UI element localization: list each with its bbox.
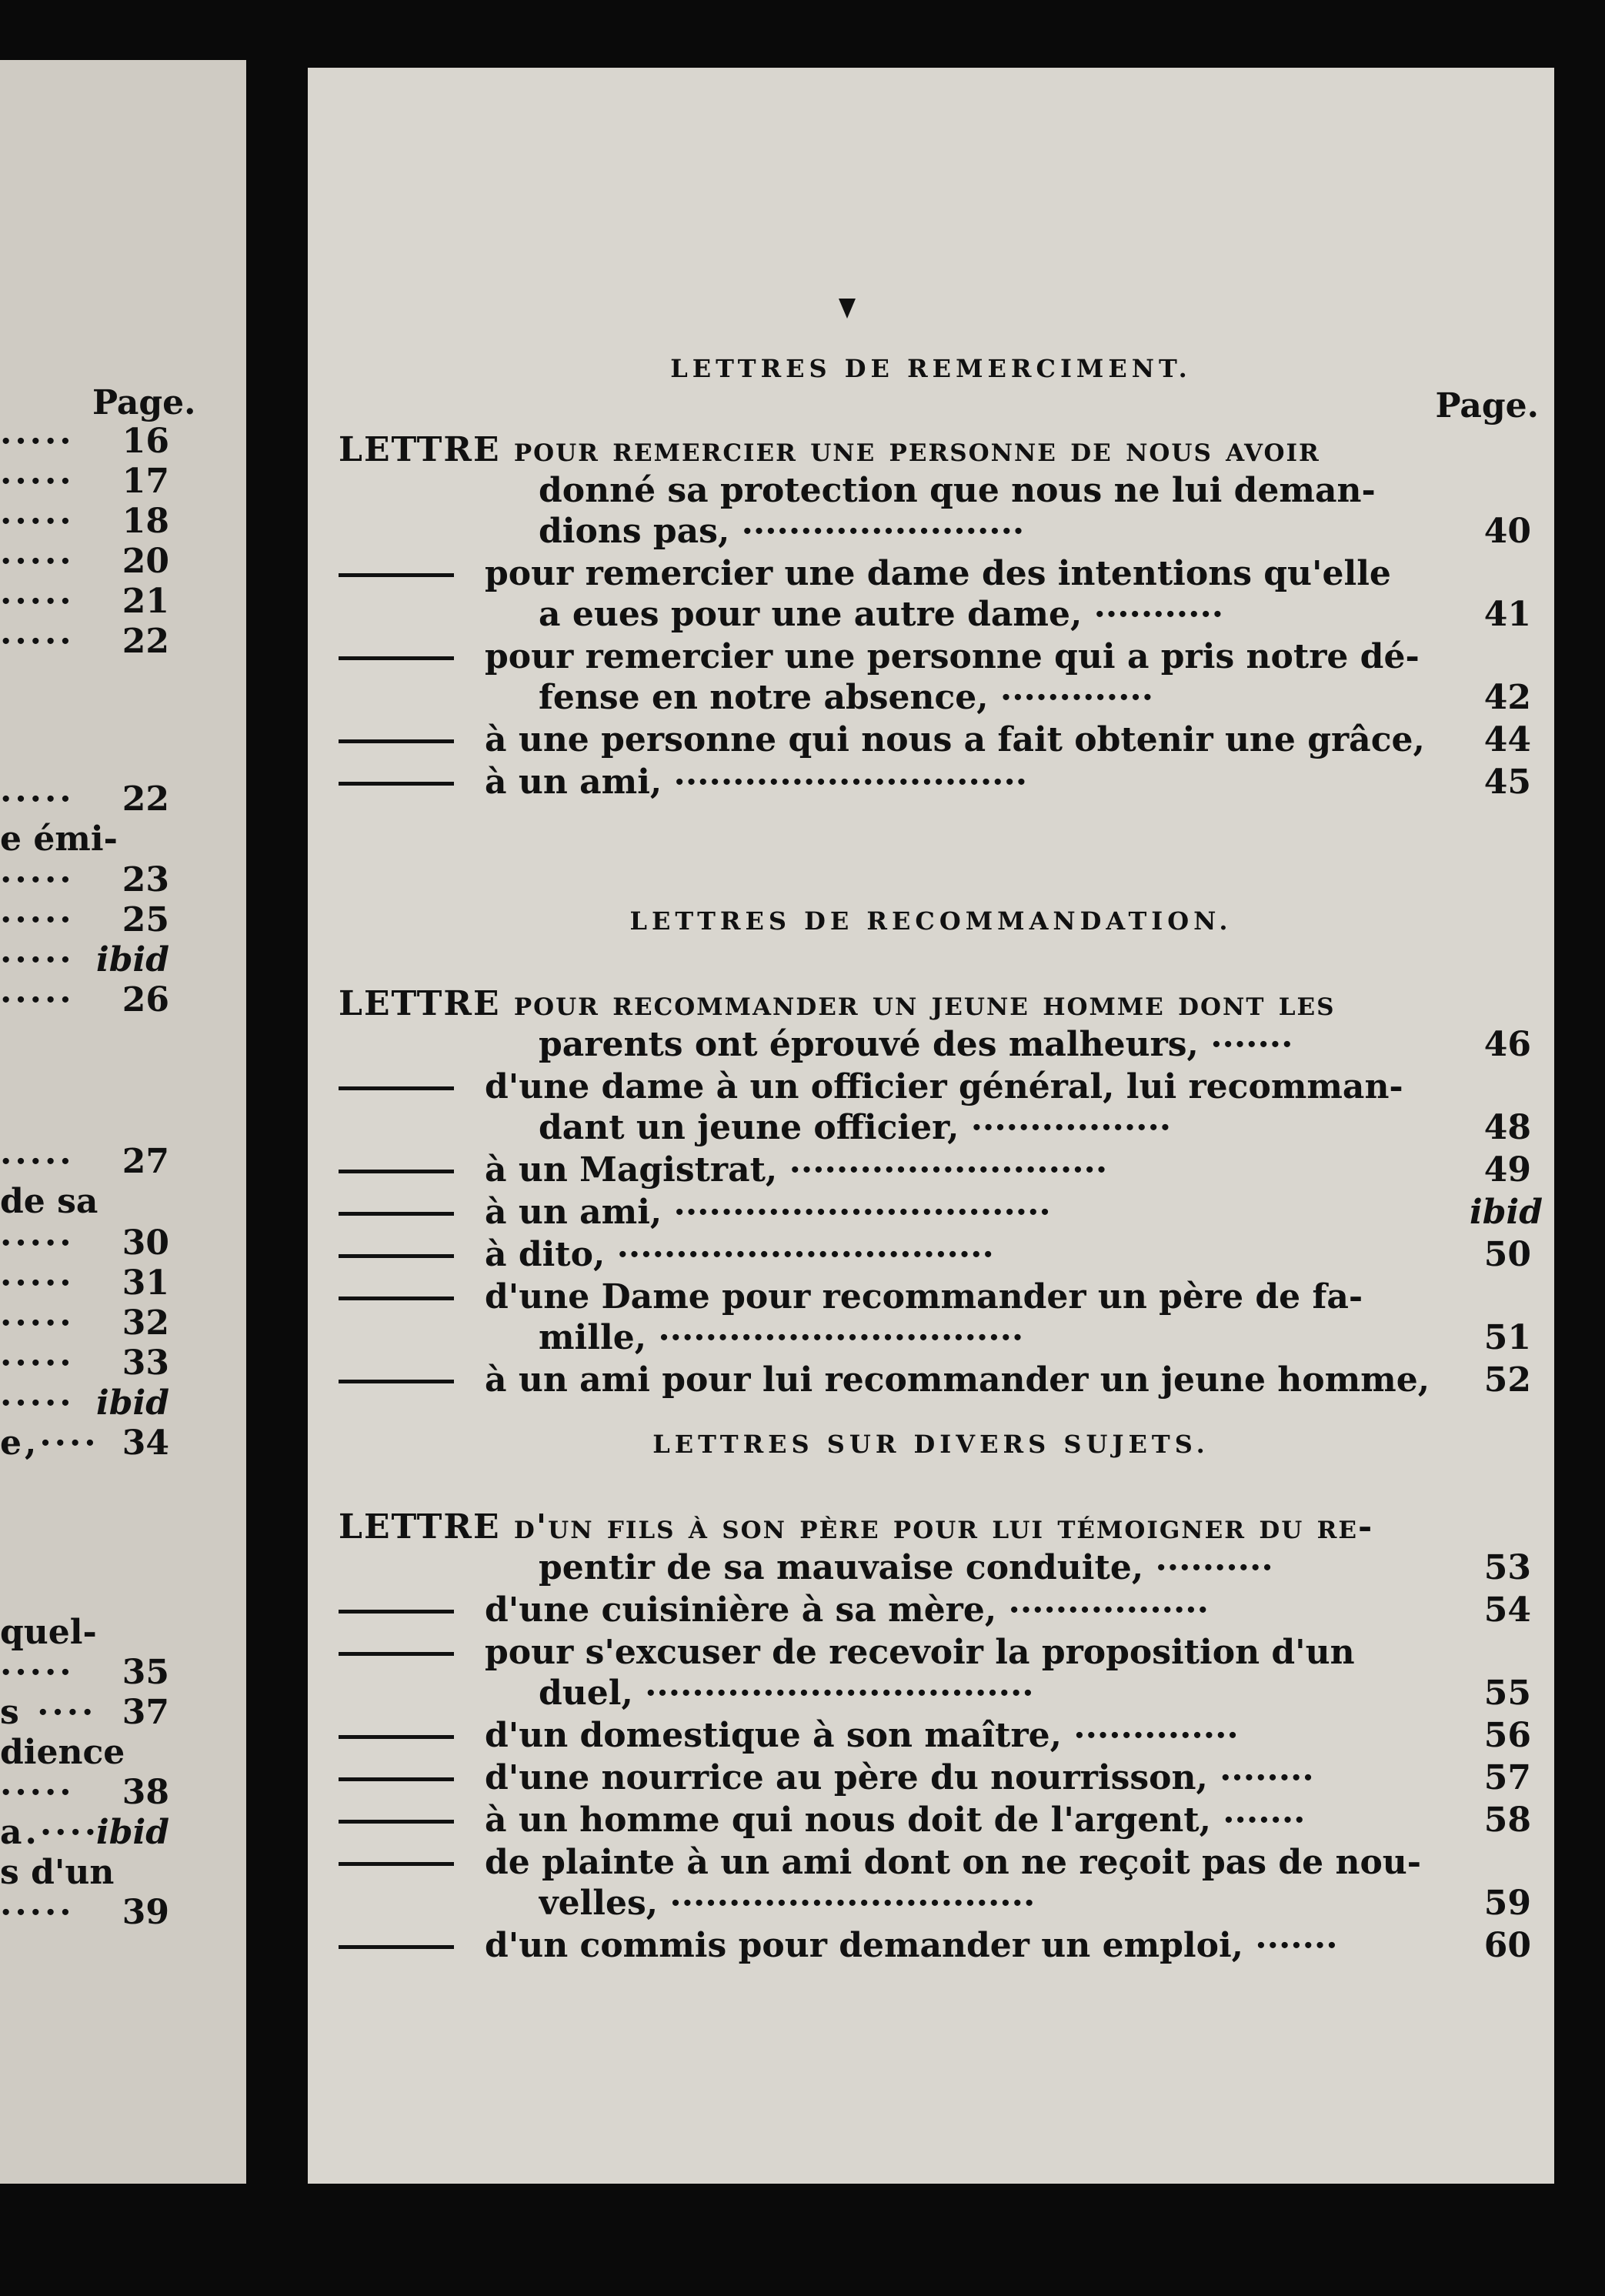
toc-entry	[308, 1150, 1554, 1190]
left-row-page-number: 37	[122, 1693, 169, 1732]
toc-page-number: 59	[1483, 1884, 1531, 1923]
left-toc-row	[0, 940, 231, 980]
toc-entry-line: parents ont éprouvé des malheurs, ·······	[539, 1025, 1293, 1064]
left-row-leader: ·····	[0, 1223, 75, 1263]
left-toc-row	[0, 542, 231, 582]
toc-entry-line: de plainte à un ami dont on ne reçoit pas de nou-	[485, 1843, 1422, 1882]
toc-entry	[308, 1066, 1554, 1148]
left-row-leader: e,····	[0, 1423, 99, 1463]
left-toc-row	[0, 622, 231, 662]
left-toc-row	[0, 900, 231, 940]
left-row-page-number: 17	[122, 462, 169, 501]
ditto-dash	[339, 1297, 454, 1300]
left-page-header: Page.	[92, 383, 196, 422]
left-toc-row	[0, 462, 231, 502]
left-row-leader: ·····	[0, 1383, 75, 1423]
toc-entry-line: d'un domestique à son maître, ··············	[485, 1716, 1239, 1755]
left-row-text: quel-	[0, 1613, 97, 1652]
left-row-leader: ·····	[0, 779, 75, 819]
toc-page-number: 50	[1483, 1235, 1531, 1274]
ditto-dash	[339, 739, 454, 743]
left-row-page-number: 18	[122, 502, 169, 541]
left-row-page-number: ibid	[96, 940, 169, 979]
toc-entry	[308, 1276, 1554, 1358]
left-page-fragment	[0, 60, 246, 2184]
ditto-dash	[339, 1862, 454, 1866]
left-row-leader: a.····	[0, 1813, 100, 1852]
left-row-text: dience	[0, 1733, 125, 1772]
toc-entry	[308, 553, 1554, 635]
left-row-page-number: 23	[122, 860, 169, 899]
left-row-page-number: 22	[122, 779, 169, 819]
left-row-page-number: ibid	[96, 1813, 169, 1852]
ditto-dash	[339, 573, 454, 577]
toc-page-number: 51	[1483, 1318, 1531, 1357]
left-toc-row	[0, 980, 231, 1020]
toc-page-number: 42	[1483, 678, 1531, 717]
ditto-dash	[339, 1735, 454, 1739]
left-row-page-number: 21	[122, 582, 169, 621]
toc-entry-line: à un homme qui nous doit de l'argent, ·······	[485, 1800, 1306, 1840]
ditto-dash	[339, 1610, 454, 1614]
left-row-leader: ·····	[0, 900, 75, 939]
left-row-leader: s ····	[0, 1693, 97, 1732]
toc-page-number: ibid	[1470, 1193, 1543, 1232]
left-row-leader: ·····	[0, 860, 75, 899]
toc-entry-line: à dito, ································	[485, 1235, 994, 1274]
left-row-leader: ·····	[0, 502, 75, 541]
toc-entry	[308, 1507, 1554, 1588]
left-toc-row	[0, 1182, 231, 1222]
left-row-leader: ·····	[0, 462, 75, 501]
toc-entry-line: d'une nourrice au père du nourrisson, ········	[485, 1758, 1314, 1797]
toc-page-number: 56	[1483, 1716, 1531, 1755]
printer-mark-icon	[839, 299, 856, 319]
left-row-text: s d'un	[0, 1853, 115, 1892]
toc-entry-line: d'une dame à un officier général, lui recomman-	[485, 1067, 1403, 1106]
toc-entry-line: dant un jeune officier, ·················	[539, 1108, 1172, 1147]
toc-page-number: 49	[1483, 1150, 1531, 1190]
toc-entry-line: donné sa protection que nous ne lui deman-	[539, 471, 1376, 510]
toc-entry	[308, 1590, 1554, 1630]
toc-page-number: 40	[1483, 512, 1531, 551]
toc-entry-line: LETTRE pour recommander un jeune homme dont les	[339, 984, 1336, 1023]
left-row-leader: ·····	[0, 1303, 75, 1343]
left-row-leader: ·····	[0, 1773, 75, 1812]
left-row-leader: ·····	[0, 980, 75, 1020]
left-row-text: de sa	[0, 1182, 98, 1221]
section-title: LETTRES DE RECOMMANDATION.	[629, 906, 1233, 936]
toc-page-number: 60	[1483, 1926, 1531, 1965]
left-toc-row	[0, 1613, 231, 1653]
left-toc-row	[0, 1733, 231, 1773]
toc-entry	[308, 762, 1554, 803]
left-row-leader: ·····	[0, 622, 75, 661]
ditto-dash	[339, 1777, 454, 1781]
toc-entry	[308, 1360, 1554, 1400]
ditto-dash	[339, 656, 454, 660]
toc-page-number: 57	[1483, 1758, 1531, 1797]
toc-entry-line: d'une Dame pour recommander un père de fa-	[485, 1277, 1363, 1317]
left-row-text: e émi-	[0, 819, 118, 859]
section-title: LETTRES DE REMERCIMENT.	[670, 354, 1192, 383]
left-toc-row	[0, 1383, 231, 1423]
toc-entry-line: dions pas, ························	[539, 512, 1025, 551]
toc-entry-line: d'un commis pour demander un emploi, ·······	[485, 1926, 1338, 1965]
toc-entry	[308, 1192, 1554, 1233]
left-toc-row	[0, 1653, 231, 1693]
toc-entry-line: duel, ·································	[539, 1674, 1034, 1713]
toc-entry-line: velles, ·······························	[539, 1884, 1036, 1923]
section-title: LETTRES SUR DIVERS SUJETS.	[652, 1430, 1210, 1459]
toc-entry-line: à un Magistrat, ···························	[485, 1150, 1108, 1190]
toc-entry	[308, 1757, 1554, 1798]
toc-entry	[308, 983, 1554, 1065]
left-row-page-number: 38	[122, 1773, 169, 1812]
left-toc-row	[0, 1263, 231, 1303]
left-toc-row	[0, 1853, 231, 1893]
toc-entry	[308, 1842, 1554, 1924]
left-row-leader: ·····	[0, 1653, 75, 1692]
toc-page-number: 48	[1483, 1108, 1531, 1147]
left-toc-row	[0, 1423, 231, 1463]
left-row-page-number: 30	[122, 1223, 169, 1263]
left-row-page-number: 22	[122, 622, 169, 661]
ditto-dash	[339, 1820, 454, 1824]
toc-page-number: 41	[1483, 595, 1531, 634]
ditto-dash	[339, 1380, 454, 1383]
toc-entry-line: LETTRE pour remercier une personne de nous avoir	[339, 430, 1320, 469]
left-row-leader: ·····	[0, 1893, 75, 1932]
toc-entry-line: pour remercier une dame des intentions qu'elle	[485, 554, 1391, 593]
toc-entry	[308, 636, 1554, 718]
toc-entry-line: pour s'excuser de recevoir la proposition d'un	[485, 1633, 1355, 1672]
left-toc-row	[0, 779, 231, 819]
toc-page-number: 44	[1483, 720, 1531, 759]
toc-page-number: 58	[1483, 1800, 1531, 1840]
toc-entry-line: fense en notre absence, ·············	[539, 678, 1154, 717]
left-row-leader: ·····	[0, 1343, 75, 1383]
ditto-dash	[339, 782, 454, 786]
left-row-page-number: 33	[122, 1343, 169, 1383]
toc-entry-line: à un ami pour lui recommander un jeune homme,	[485, 1360, 1430, 1400]
left-row-page-number: 32	[122, 1303, 169, 1343]
toc-entry	[308, 1234, 1554, 1275]
left-row-page-number: 26	[122, 980, 169, 1020]
ditto-dash	[339, 1086, 454, 1090]
left-row-page-number: 31	[122, 1263, 169, 1303]
left-toc-row	[0, 1693, 231, 1733]
ditto-dash	[339, 1212, 454, 1216]
left-toc-row	[0, 860, 231, 900]
ditto-dash	[339, 1945, 454, 1949]
page-column-label: Page.	[1435, 386, 1539, 425]
left-row-page-number: 16	[122, 422, 169, 461]
left-row-leader: ·····	[0, 1263, 75, 1303]
ditto-dash	[339, 1170, 454, 1173]
left-toc-row	[0, 1773, 231, 1813]
left-row-page-number: ibid	[96, 1383, 169, 1423]
left-toc-row	[0, 1813, 231, 1853]
left-toc-row	[0, 1893, 231, 1933]
toc-entry-line: à une personne qui nous a fait obtenir une grâce,	[485, 720, 1425, 759]
toc-page-number: 55	[1483, 1674, 1531, 1713]
left-toc-row	[0, 1223, 231, 1263]
ditto-dash	[339, 1254, 454, 1258]
left-row-page-number: 39	[122, 1893, 169, 1932]
left-row-leader: ·····	[0, 582, 75, 621]
toc-entry-line: pentir de sa mauvaise conduite, ··········	[539, 1548, 1273, 1587]
right-page	[308, 68, 1554, 2184]
left-row-page-number: 20	[122, 542, 169, 581]
left-toc-row	[0, 819, 231, 859]
toc-entry	[308, 1632, 1554, 1714]
toc-page-number: 45	[1483, 763, 1531, 802]
toc-page-number: 54	[1483, 1590, 1531, 1630]
left-row-leader: ·····	[0, 1142, 75, 1181]
toc-entry	[308, 1715, 1554, 1756]
toc-page-number: 52	[1483, 1360, 1531, 1400]
toc-entry	[308, 429, 1554, 552]
left-row-page-number: 27	[122, 1142, 169, 1181]
left-row-leader: ·····	[0, 422, 75, 461]
toc-entry-line: à un ami, ································	[485, 1193, 1051, 1232]
left-row-page-number: 35	[122, 1653, 169, 1692]
left-toc-row	[0, 1343, 231, 1383]
toc-entry-line: pour remercier une personne qui a pris notre dé-	[485, 637, 1420, 676]
toc-entry-line: mille, ·······························	[539, 1318, 1024, 1357]
toc-entry	[308, 1800, 1554, 1840]
ditto-dash	[339, 1652, 454, 1656]
left-row-leader: ·····	[0, 542, 75, 581]
left-row-leader: ·····	[0, 940, 75, 979]
toc-entry-line: d'une cuisinière à sa mère, ·················	[485, 1590, 1209, 1630]
left-toc-row	[0, 1142, 231, 1182]
left-toc-row	[0, 502, 231, 542]
toc-page-number: 53	[1483, 1548, 1531, 1587]
left-row-page-number: 34	[122, 1423, 169, 1463]
toc-entry-line: LETTRE d'un fils à son père pour lui témoigner du re-	[339, 1507, 1374, 1547]
toc-entry	[308, 719, 1554, 760]
left-toc-row	[0, 422, 231, 462]
toc-entry-line: a eues pour une autre dame, ···········	[539, 595, 1224, 634]
toc-page-number: 46	[1483, 1025, 1531, 1064]
toc-entry-line: à un ami, ······························	[485, 763, 1028, 802]
left-toc-row	[0, 582, 231, 622]
left-toc-row	[0, 1303, 231, 1343]
left-row-page-number: 25	[122, 900, 169, 939]
toc-entry	[308, 1925, 1554, 1966]
